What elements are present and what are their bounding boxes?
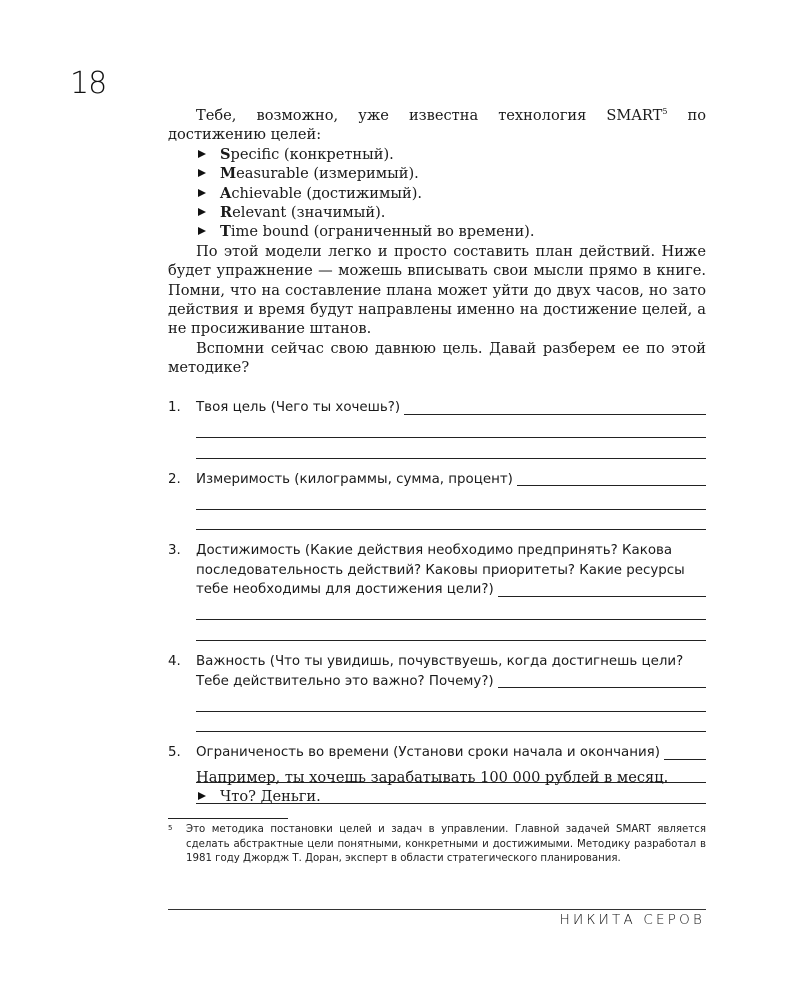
smart-letter: T bbox=[220, 223, 231, 241]
plan-paragraph: По этой модели легко и просто составить план действий. Ниже будет упражнение — можешь вписывать свои мысли прямо в книге. Помни, что на составление плана может уйти до двух часов, но зато действия и время будут направлены именно на достижение целей, а не просиживание штанов. bbox=[168, 242, 706, 338]
main-text bbox=[168, 106, 706, 378]
exercise-item-goal bbox=[168, 398, 706, 459]
smart-text: elevant (значимый). bbox=[232, 204, 386, 222]
page-number: 18 bbox=[70, 66, 107, 101]
bullet-triangle-icon bbox=[198, 189, 206, 197]
exercise-prompt: Тебе действительно это важно? Почему?) bbox=[196, 673, 494, 689]
footnote-text: Это методика постановки целей и задач в управлении. Главной задачей SMART является сделать абстрактные цели понятными, конкретными и достижимыми. Методику разработал в 1981 году Джордж Т. Доран, эксперт в области стратегического планирования. bbox=[186, 824, 706, 865]
answer-line[interactable] bbox=[196, 712, 706, 733]
smart-text: easurable (измеримый). bbox=[236, 165, 419, 183]
exercise-prompt: Ограниченость во времени (Установи сроки начала и окончания) bbox=[196, 745, 660, 761]
answer-line[interactable] bbox=[196, 620, 706, 641]
author-name: НИКИТА СЕРОВ bbox=[559, 912, 705, 928]
smart-item-specific bbox=[198, 145, 706, 164]
example-section bbox=[168, 768, 706, 807]
intro-text-end: по достижению целей: bbox=[168, 107, 706, 144]
answer-blank[interactable] bbox=[498, 673, 706, 688]
answer-line[interactable] bbox=[196, 398, 706, 418]
exercise-item-achievability bbox=[168, 541, 706, 641]
answer-line[interactable] bbox=[196, 438, 706, 459]
bullet-triangle-icon bbox=[198, 792, 206, 800]
bullet-triangle-icon bbox=[198, 169, 206, 177]
recall-goal-paragraph: Вспомни сейчас свою давнюю цель. Давай разберем ее по этой методике? bbox=[168, 339, 706, 377]
exercise-number: 4. bbox=[168, 653, 181, 669]
answer-line[interactable] bbox=[196, 580, 706, 600]
footer-divider bbox=[168, 909, 706, 910]
example-item-text: Что? Деньги. bbox=[220, 788, 321, 806]
smart-letter: R bbox=[220, 204, 233, 222]
answer-blank[interactable] bbox=[664, 745, 706, 760]
smart-item-time-bound bbox=[198, 222, 706, 241]
answer-blank[interactable] bbox=[517, 471, 706, 486]
smart-text: pecific (конкретный). bbox=[230, 145, 394, 163]
exercise-prompt: Измеримость (килограммы, сумма, процент) bbox=[196, 471, 513, 487]
bullet-triangle-icon bbox=[198, 208, 206, 216]
smart-list bbox=[168, 145, 706, 242]
exercise-prompt: последовательность действий? Каковы приоритеты? Какие ресурсы bbox=[196, 562, 685, 578]
answer-line[interactable] bbox=[196, 743, 706, 763]
exercise-worksheet bbox=[168, 398, 706, 804]
answer-line[interactable] bbox=[196, 418, 706, 439]
footnote-reference: 5 bbox=[662, 107, 668, 117]
answer-line[interactable] bbox=[196, 510, 706, 531]
bullet-triangle-icon bbox=[198, 150, 206, 158]
example-list bbox=[168, 787, 706, 806]
answer-line[interactable] bbox=[196, 691, 706, 712]
exercise-prompt: Твоя цель (Чего ты хочешь?) bbox=[196, 400, 401, 415]
exercise-prompt: тебе необходимы для достижения цели?) bbox=[196, 582, 494, 598]
smart-item-relevant bbox=[198, 203, 706, 222]
answer-line[interactable] bbox=[196, 672, 706, 692]
footnote bbox=[168, 823, 706, 867]
answer-line[interactable] bbox=[196, 489, 706, 510]
example-paragraph: Например, ты хочешь зарабатывать 100 000 рублей в месяц. bbox=[196, 769, 669, 786]
exercise-item-relevance bbox=[168, 652, 706, 732]
answer-blank[interactable] bbox=[404, 400, 706, 415]
answer-blank[interactable] bbox=[498, 582, 706, 597]
answer-line[interactable] bbox=[196, 470, 706, 490]
intro-text: Тебе, возможно, уже известна технология SMART bbox=[196, 107, 663, 124]
smart-text: chievable (достижимый). bbox=[231, 184, 423, 202]
exercise-number: 1. bbox=[168, 400, 181, 415]
exercise-number: 3. bbox=[168, 543, 181, 559]
smart-letter: A bbox=[220, 184, 232, 202]
footnote-divider bbox=[168, 818, 288, 819]
smart-text: ime bound (ограниченный во времени). bbox=[230, 223, 535, 241]
smart-letter: S bbox=[220, 145, 231, 163]
footnote-mark: 5 bbox=[168, 824, 173, 832]
answer-line[interactable] bbox=[196, 600, 706, 621]
smart-item-achievable bbox=[198, 184, 706, 203]
exercise-prompt: Важность (Что ты увидишь, почувствуешь, когда достигнешь цели? bbox=[196, 653, 684, 669]
exercise-item-measurability bbox=[168, 470, 706, 531]
smart-letter: M bbox=[220, 165, 237, 183]
intro-paragraph bbox=[168, 106, 706, 145]
bullet-triangle-icon bbox=[198, 227, 206, 235]
exercise-number: 5. bbox=[168, 745, 181, 761]
example-item bbox=[198, 787, 706, 806]
exercise-prompt: Достижимость (Какие действия необходимо предпринять? Какова bbox=[196, 543, 673, 559]
exercise-number: 2. bbox=[168, 471, 181, 487]
smart-item-measurable bbox=[198, 164, 706, 183]
